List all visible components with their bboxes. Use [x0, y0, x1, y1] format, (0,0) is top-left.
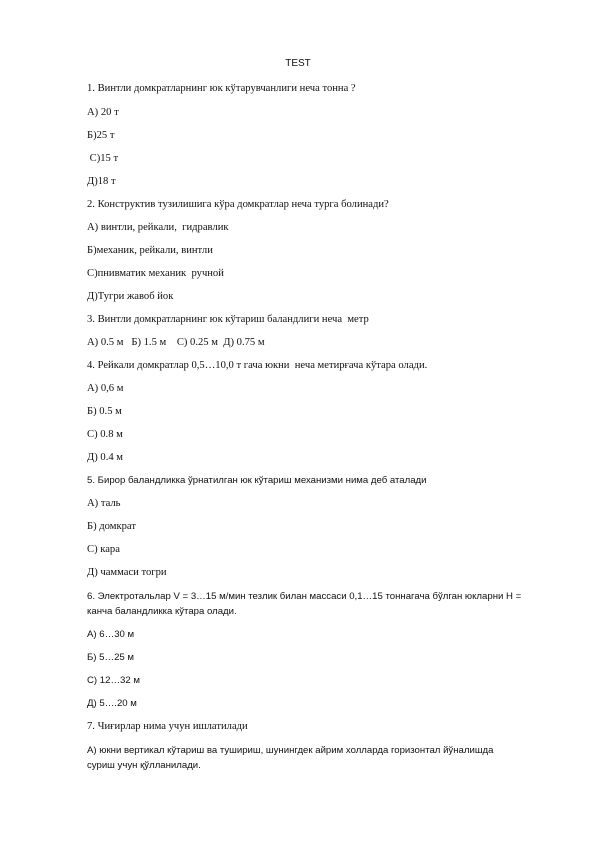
- answer-option: Д)18 т: [87, 176, 116, 187]
- answer-option: Д) чаммаси тогри: [87, 567, 167, 578]
- question-3: 3. Винтли домкратларнинг юк кўтариш баландлиги неча метр: [87, 314, 369, 325]
- answer-option: С)пнивматик механик ручной: [87, 268, 224, 279]
- answer-option: Б)механик, рейкали, винтли: [87, 245, 213, 256]
- answer-option: С) 12…32 м: [87, 675, 140, 686]
- answer-option: Д) 5….20 м: [87, 698, 137, 709]
- question-5: 5. Бирор баландликка ўрнатилган юк кўтариш механизми нима деб аталади: [87, 475, 427, 486]
- answer-option: Б) 5…25 м: [87, 652, 135, 663]
- answer-option: С)15 т: [87, 153, 119, 164]
- answer-option: Б) домкрат: [87, 521, 136, 532]
- answer-option: Д)Тугри жавоб йок: [87, 291, 174, 302]
- page-title: TEST: [285, 58, 311, 69]
- answer-options-row: А) 0.5 м Б) 1.5 м С) 0.25 м Д) 0.75 м: [87, 337, 265, 348]
- answer-option: Б) 0.5 м: [87, 406, 122, 417]
- answer-option: А) винтли, рейкали, гидравлик: [87, 222, 229, 233]
- question-4: 4. Рейкали домкратлар 0,5…10,0 т гача юкни неча метирғача кўтара олади.: [87, 360, 428, 371]
- answer-option: А) 0,6 м: [87, 383, 124, 394]
- question-6: 6. Электротальлар V = 3…15 м/мин тезлик билан массаси 0,1…15 тоннагача бўлган юкларни Н = канча баландликка кўтара олади.: [87, 591, 522, 617]
- answer-option: А) таль: [87, 498, 121, 509]
- answer-option: А) 6…30 м: [87, 629, 135, 640]
- answer-option: А) юкни вертикал кўтариш ва тушириш, шунингдек айрим холларда горизонтал йўналишда суриш учун қўлланилади.: [87, 745, 494, 771]
- answer-option: С) кара: [87, 544, 120, 555]
- question-1: 1. Винтли домкратларнинг юк кўтарувчанлиги неча тонна ?: [87, 83, 356, 94]
- question-7: 7. Чиғирлар нима учун ишлатилади: [87, 721, 248, 732]
- answer-option: А) 20 т: [87, 107, 119, 118]
- answer-option: Б)25 т: [87, 130, 115, 141]
- answer-option: Д) 0.4 м: [87, 452, 123, 463]
- answer-option: С) 0.8 м: [87, 429, 123, 440]
- question-2: 2. Конструктив тузилишига кўра домкратлар неча турга болинади?: [87, 199, 389, 210]
